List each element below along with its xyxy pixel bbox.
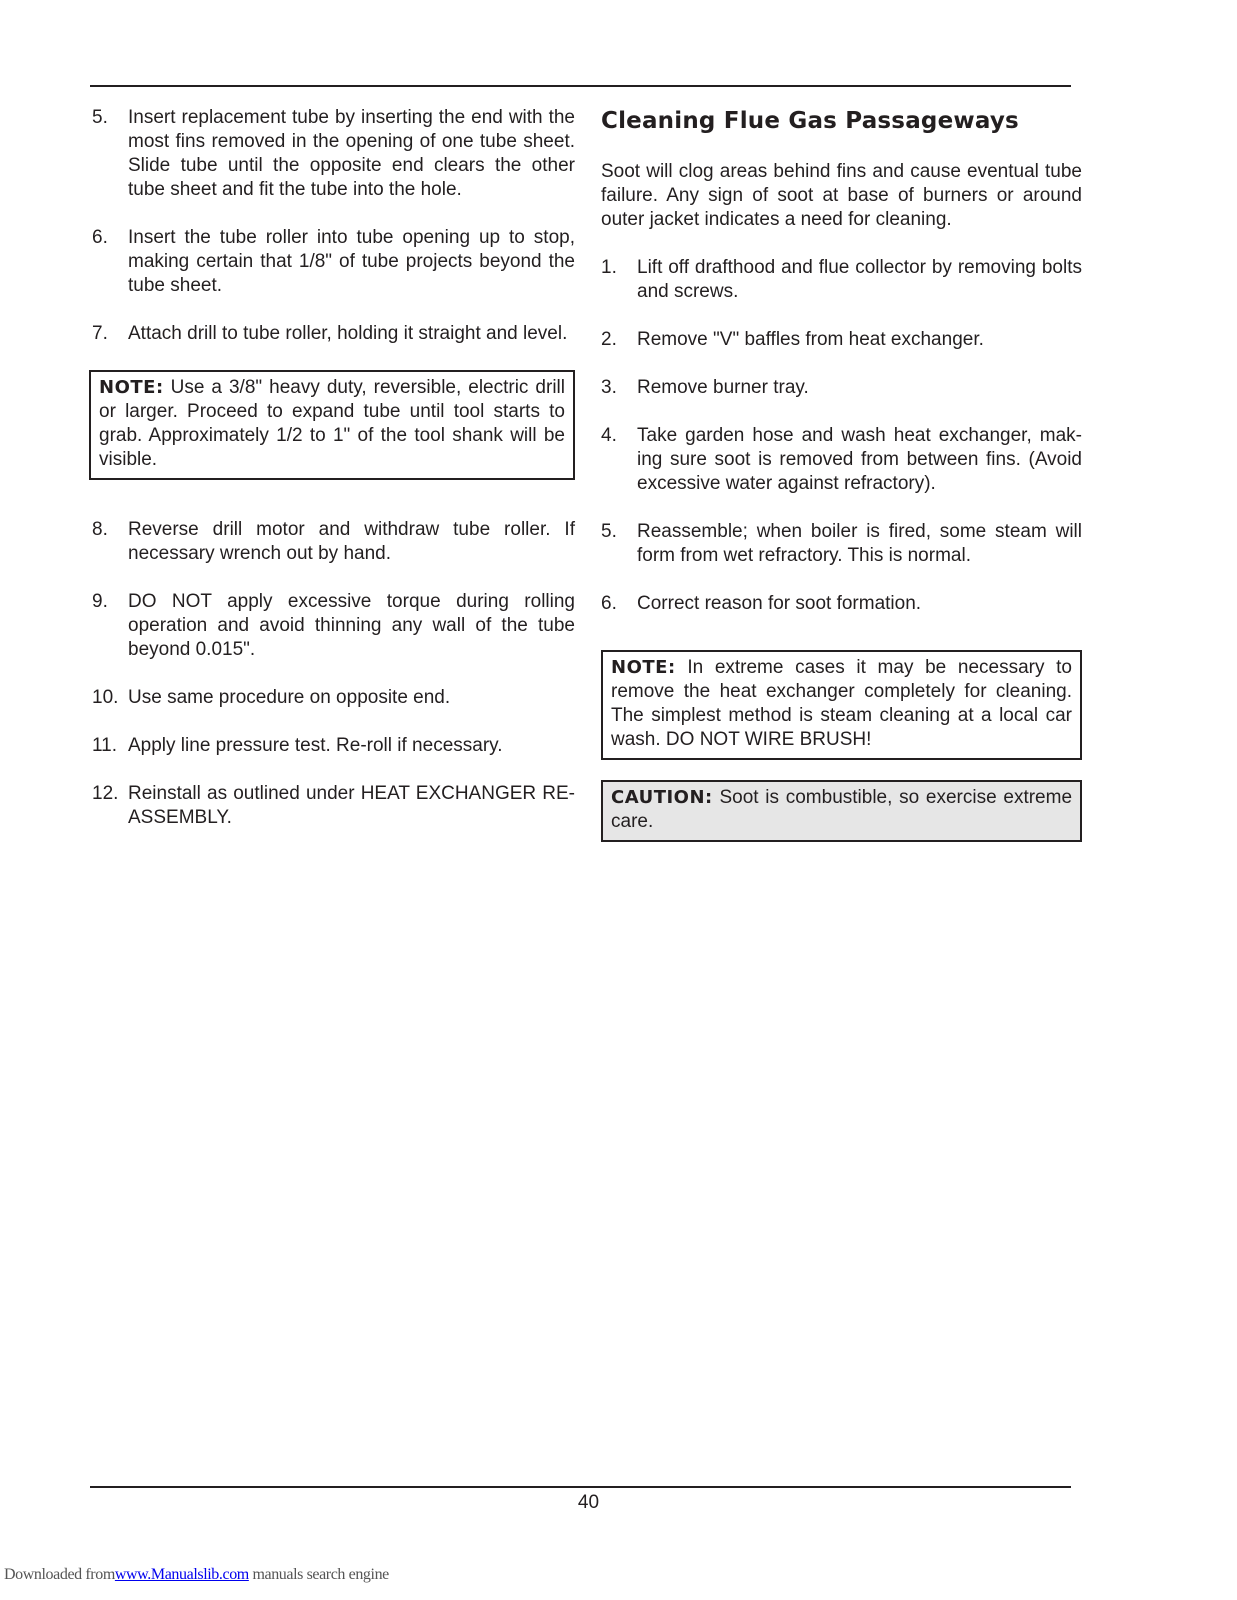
step-text: Lift off drafthood and flue collector by removing bolts and screws. (637, 257, 1082, 302)
list-item (92, 590, 575, 662)
note-box-drill (89, 370, 575, 480)
step-number: 7. (92, 323, 108, 344)
list-item (601, 424, 1082, 496)
list-item (92, 782, 575, 830)
step-number: 8. (92, 519, 108, 540)
list-item (601, 520, 1082, 568)
note-text: Use a 3/8" heavy duty, reversible, electric drill or larger. Proceed to expand tube until tool starts to grab. Approximately 1/2 to 1" of the tool shank will be visible. (99, 377, 565, 470)
footer-prefix: Downloaded from (4, 1566, 115, 1583)
step-text: Reinstall as outlined under HEAT EXCHANGER RE-ASSEMBLY. (128, 783, 575, 828)
steps-list-b (92, 518, 575, 830)
note-text: In extreme cases it may be necessary to remove the heat exchanger completely for cleaning. The simplest method is steam cleaning at a local car wash. DO NOT WIRE BRUSH! (611, 657, 1072, 750)
step-number: 5. (92, 107, 108, 128)
step-text: Use same procedure on opposite end. (128, 687, 451, 708)
step-text: Remove "V" baffles from heat exchanger. (637, 329, 984, 350)
list-item (601, 592, 1082, 616)
step-text: Attach drill to tube roller, holding it straight and level. (128, 323, 568, 344)
step-number: 9. (92, 591, 108, 612)
header-rule (90, 85, 1071, 87)
step-number: 11. (92, 735, 118, 756)
page-number: 40 (577, 1492, 600, 1513)
intro-paragraph: Soot will clog areas behind fins and cause eventual tube failure. Any sign of soot at base of burners or around outer jacket indicates a need for cleaning. (601, 161, 1082, 230)
footer-suffix: manuals search engine (248, 1566, 389, 1583)
step-number: 6. (92, 227, 108, 248)
left-column (92, 106, 575, 854)
step-number: 3. (601, 377, 617, 398)
step-text: Take garden hose and wash heat exchanger, mak-ing sure soot is removed from between fins. (Avoid excessive water against refractory). (637, 425, 1082, 494)
list-item (92, 518, 575, 566)
step-number: 12. (92, 783, 119, 804)
caution-box (601, 780, 1082, 842)
note-label: NOTE: (611, 657, 676, 678)
step-number: 5. (601, 521, 617, 542)
note-label: NOTE: (99, 377, 164, 398)
list-item (92, 226, 575, 298)
list-item (92, 322, 575, 346)
footer-rule (90, 1486, 1071, 1488)
step-text: Correct reason for soot formation. (637, 593, 922, 614)
step-text: Apply line pressure test. Re-roll if necessary. (128, 735, 503, 756)
step-text: Insert the tube roller into tube opening up to stop, making certain that 1/8" of tube projects beyond the tube sheet. (128, 227, 575, 296)
cleaning-steps-list (601, 256, 1082, 616)
step-text: DO NOT apply excessive torque during rolling operation and avoid thinning any wall of the tube beyond 0.015". (128, 591, 575, 660)
list-item (92, 686, 575, 710)
section-heading: Cleaning Flue Gas Passageways (601, 108, 1019, 134)
list-item (601, 376, 1082, 400)
step-number: 10. (92, 687, 119, 708)
list-item (601, 328, 1082, 352)
step-text: Insert replacement tube by inserting the end with the most fins removed in the opening of one tube sheet. Slide tube until the opposite end clears the other tube sheet and fit the tube into the hole. (128, 107, 575, 200)
step-number: 6. (601, 593, 617, 614)
manualslib-link[interactable]: www.Manualslib.com (114, 1566, 249, 1583)
steps-list-a (92, 106, 575, 346)
step-text: Reverse drill motor and withdraw tube roller. If necessary wrench out by hand. (128, 519, 575, 564)
list-item (601, 256, 1082, 304)
list-item (92, 734, 575, 758)
note-box-extreme (601, 650, 1082, 760)
step-text: Remove burner tray. (637, 377, 809, 398)
download-footer (4, 1566, 389, 1584)
step-number: 4. (601, 425, 617, 446)
list-item (92, 106, 575, 202)
step-number: 1. (601, 257, 617, 278)
caution-text: Soot is combustible, so exercise extreme care. (611, 787, 1073, 832)
step-text: Reassemble; when boiler is fired, some steam will form from wet refractory. This is normal. (637, 521, 1082, 566)
caution-label: CAUTION: (611, 787, 713, 808)
right-column (601, 106, 1082, 866)
step-number: 2. (601, 329, 617, 350)
